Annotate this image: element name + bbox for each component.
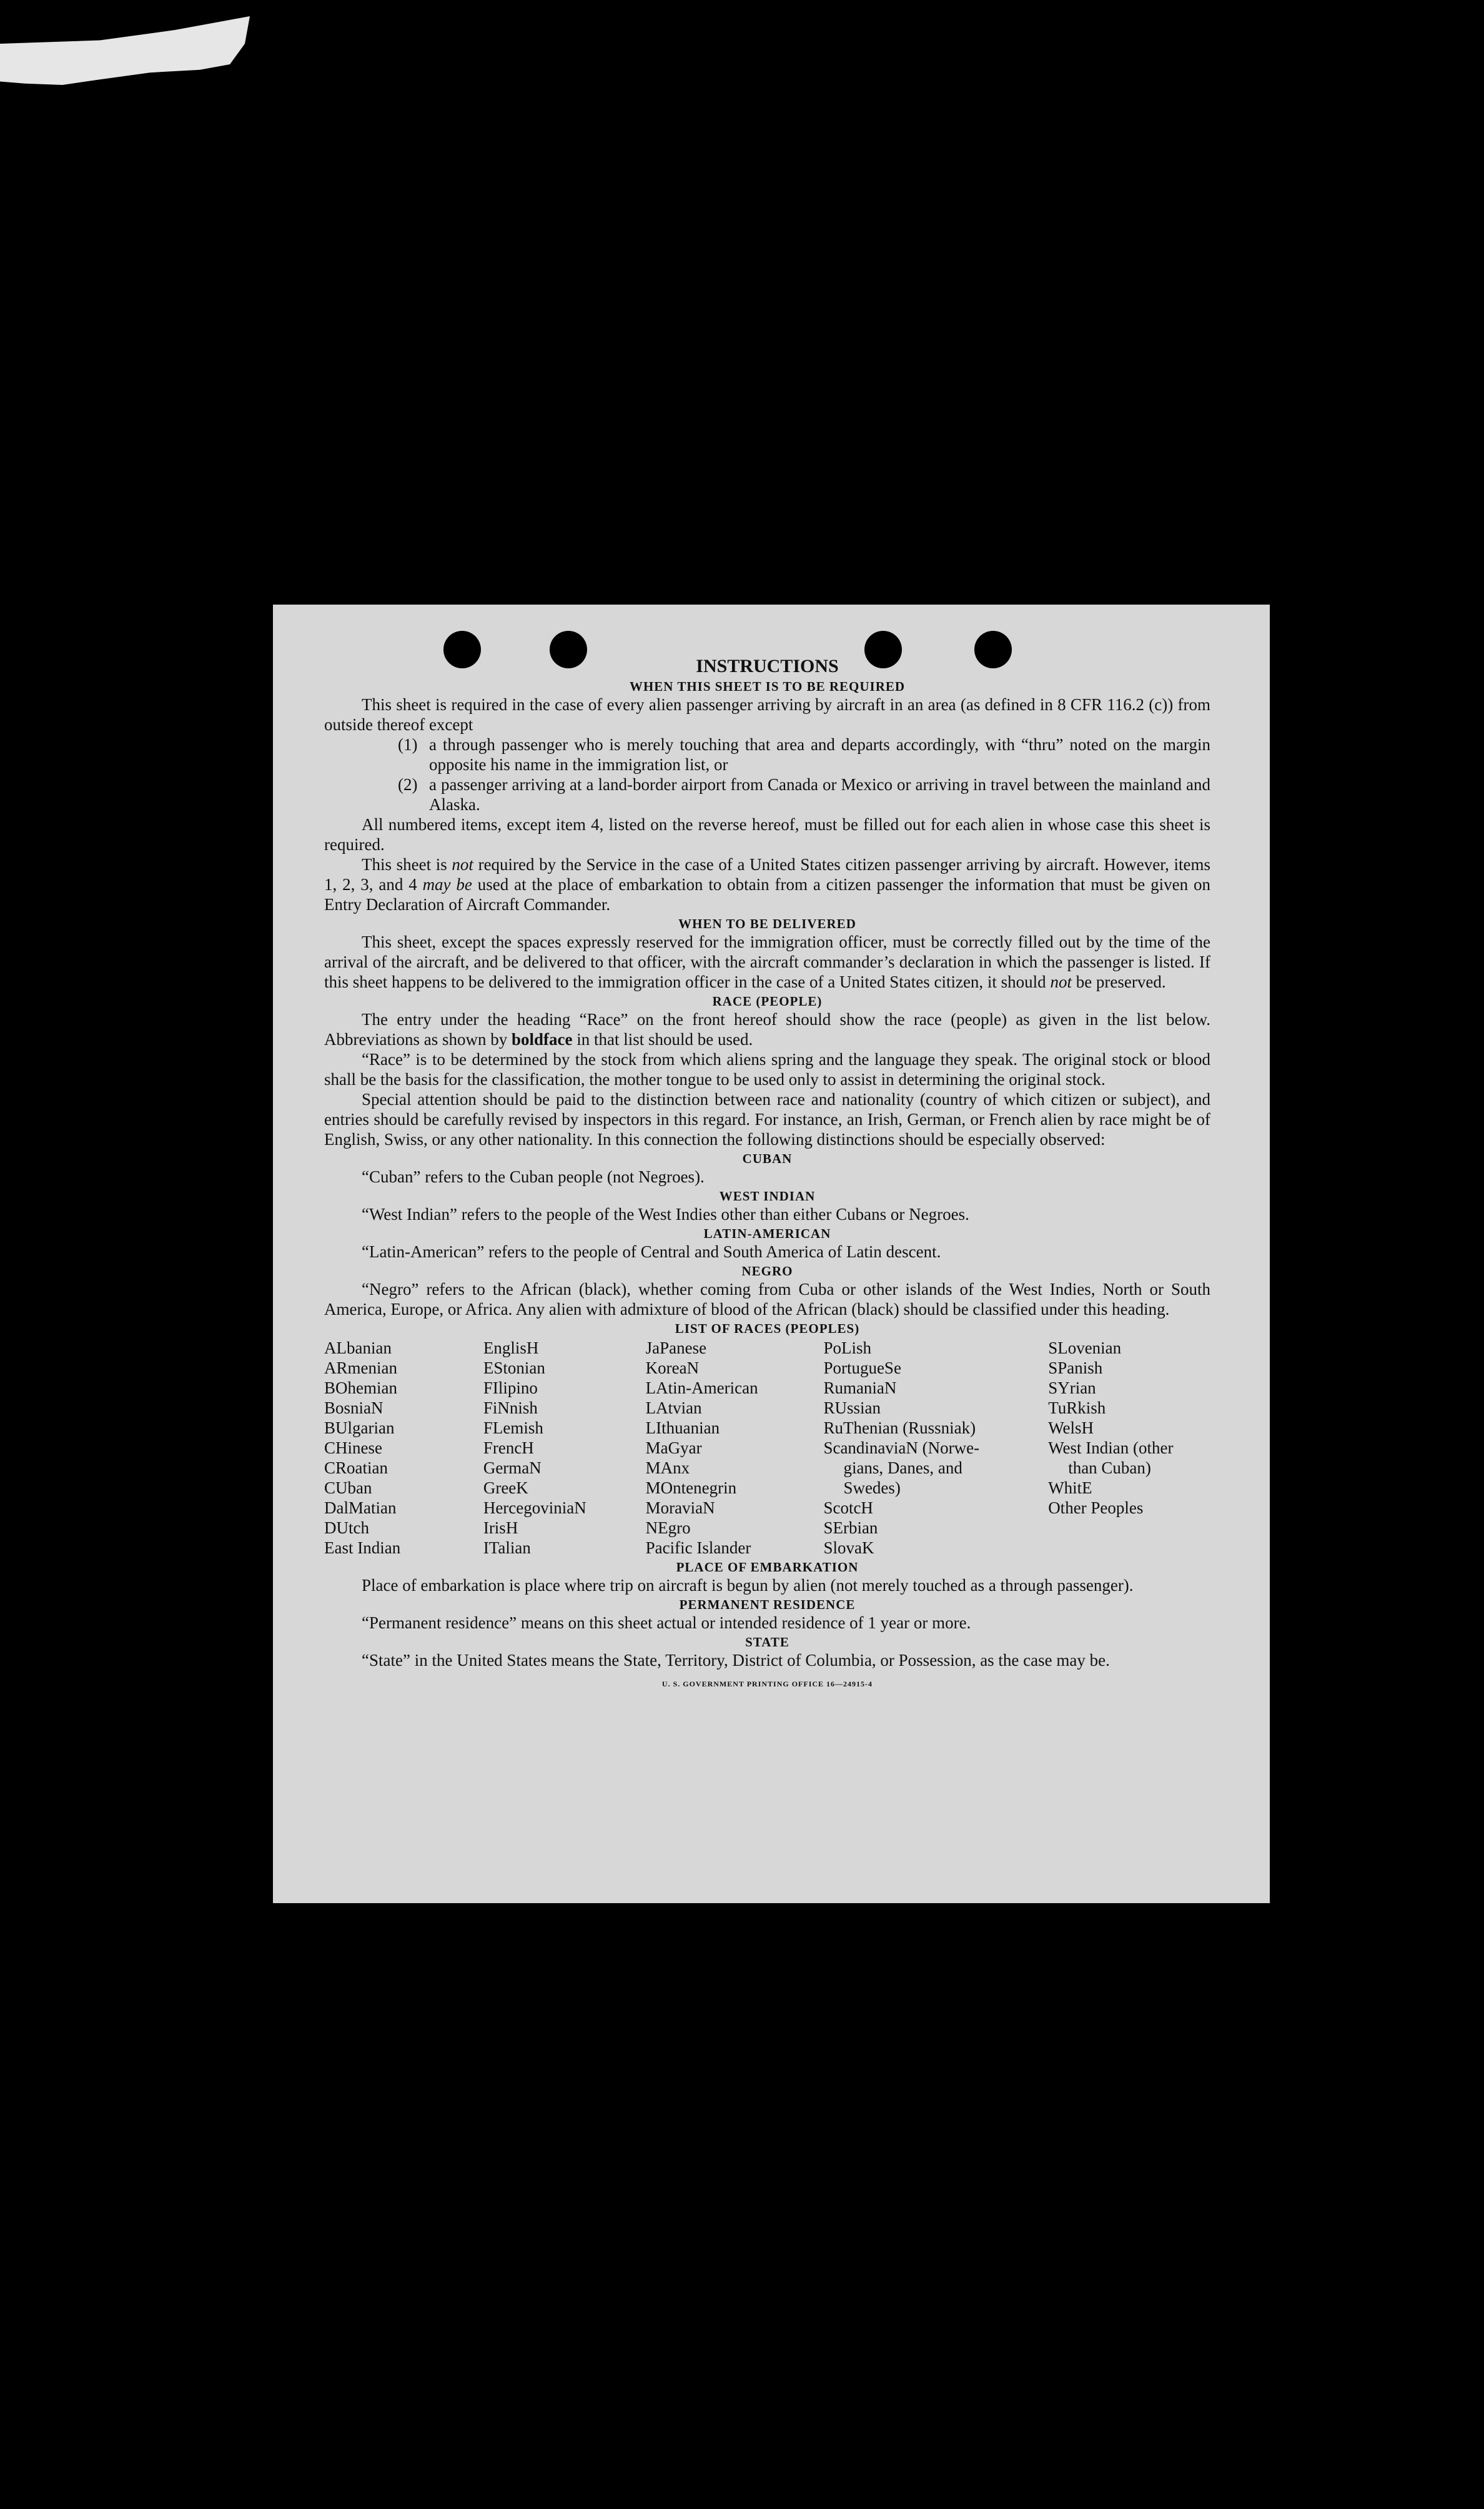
paragraph: “Negro” refers to the African (black), whether coming from Cuba or other islands of the West Indies, North or South America, Europe, or Africa. Any alien with admixture of blood of the African (black) should be classified under this heading. [324,1280,1210,1319]
races-column [1048,1338,1210,1558]
paragraph: Place of embarkation is place where trip on aircraft is begun by alien (not merely touched as a through passenger). [362,1576,1134,1595]
torn-paper-scrap [0,16,250,85]
race-entry: WelsH [1048,1418,1094,1437]
race-entry: HercegoviniaN [483,1498,586,1517]
race-entry: WhitE [1048,1478,1092,1497]
race-entry: FIlipino [483,1378,538,1397]
punch-hole [864,631,902,668]
race-entry: BosniaN [324,1398,383,1417]
item-number: (2) [398,775,418,794]
section-heading: PERMANENT RESIDENCE [679,1597,856,1612]
paragraph: Special attention should be paid to the distinction between race and nationality (country of which citizen or subject), and entries should be carefully revised by inspectors in this regard. For instance, an Irish, German, or French alien by race might be of English, Swiss, or any other nationality. In this connection the following distinctions should be especially observed: [324,1090,1210,1149]
race-entry: LIthuanian [645,1418,720,1437]
item-number: (1) [398,735,418,754]
race-entry: EStonian [483,1358,545,1377]
race-entry: TuRkish [1048,1398,1106,1417]
section-heading: WHEN TO BE DELIVERED [678,916,856,931]
instruction-sheet [273,605,1270,1903]
races-column [324,1338,483,1558]
punch-hole [550,631,587,668]
race-entry: gians, Danes, and [843,1458,962,1477]
section-heading: PLACE OF EMBARKATION [676,1560,859,1575]
paragraph: “Race” is to be determined by the stock from which aliens spring and the language they speak. The original stock or blood shall be the basis for the classification, the mother tongue to be used only to assist in determining the original stock. [324,1050,1210,1089]
list-item [398,735,1210,774]
subsection-heading: LATIN-AMERICAN [703,1226,831,1241]
race-entry: FiNnish [483,1398,538,1417]
race-entry: MaGyar [645,1438,702,1457]
paragraph: “Latin-American” refers to the people of Central and South America of Latin descent. [362,1242,941,1261]
race-entry: than Cuban) [1068,1458,1151,1477]
race-entry: ScotcH [823,1498,873,1517]
paragraph: “West Indian” refers to the people of the West Indies other than either Cubans or Negroes. [362,1205,969,1224]
paragraph: “State” in the United States means the State, Territory, District of Columbia, or Possession, as the case may be. [362,1651,1110,1670]
punch-hole [443,631,481,668]
race-entry: SPanish [1048,1358,1103,1377]
item-text: a through passenger who is merely touching that area and departs accordingly, with “thru” noted on the margin opposite his name in the immigration list, or [429,735,1210,774]
races-column [483,1338,646,1558]
races-column [823,1338,1048,1558]
paragraph: All numbered items, except item 4, listed on the reverse hereof, must be filled out for each alien in whose case this sheet is required. [324,815,1210,854]
paragraph: This sheet, except the spaces expressly reserved for the immigration officer, must be correctly filled out by the time of the arrival of the aircraft, and be delivered to that officer, with the aircraft commander’s declaration in which the passenger is listed. If this sheet happens to be delivered to the immigration officer in the case of a United States citizen, it should not be preserved. [324,933,1210,991]
race-entry: CHinese [324,1438,382,1457]
race-entry: FrencH [483,1438,534,1457]
race-entry: MoraviaN [645,1498,715,1517]
list-item [398,774,1210,814]
races-list [324,1338,1210,1558]
section-heading: RACE (PEOPLE) [712,994,823,1009]
section-heading: LIST OF RACES (PEOPLES) [675,1321,860,1336]
race-entry: PortugueSe [823,1358,901,1377]
race-entry: FLemish [483,1418,543,1437]
race-entry: Pacific Islander [645,1538,751,1557]
race-entry: GreeK [483,1478,528,1497]
race-entry: West Indian (other [1048,1438,1174,1457]
race-entry: NEgro [645,1518,691,1537]
race-entry: RumaniaN [823,1378,897,1397]
race-entry: MOntenegrin [645,1478,737,1497]
subsection-heading: WEST INDIAN [719,1189,816,1204]
race-entry: MAnx [645,1458,690,1477]
paragraph: The entry under the heading “Race” on the front hereof should show the race (people) as given in the list below. Abbreviations as shown by boldface in that list should be used. [324,1010,1210,1049]
race-entry: Other Peoples [1048,1498,1144,1517]
section-heading: WHEN THIS SHEET IS TO BE REQUIRED [629,679,906,694]
item-text: a passenger arriving at a land-border airport from Canada or Mexico or arriving in travel between the mainland and Alaska. [429,775,1210,814]
subsection-heading: NEGRO [741,1264,793,1279]
race-entry: SErbian [823,1518,878,1537]
race-entry: SlovaK [823,1538,874,1557]
race-entry: CUban [324,1478,372,1497]
race-entry: East Indian [324,1538,401,1557]
section-heading: STATE [745,1635,789,1650]
race-entry: LAtvian [645,1398,702,1417]
race-entry: PoLish [823,1339,871,1357]
race-entry: Swedes) [843,1478,901,1497]
race-entry: JaPanese [645,1339,707,1357]
paragraph: “Cuban” refers to the Cuban people (not Negroes). [362,1167,705,1186]
race-entry: SLovenian [1048,1339,1122,1357]
paragraph: “Permanent residence” means on this sheet actual or intended residence of 1 year or more. [362,1613,971,1632]
race-entry: RUssian [823,1398,881,1417]
subsection-heading: CUBAN [742,1151,793,1166]
race-entry: BOhemian [324,1378,397,1397]
paragraph: This sheet is required in the case of every alien passenger arriving by aircraft in an area (as defined in 8 CFR 116.2 (c)) from outside thereof except [324,695,1210,734]
race-entry: KoreaN [645,1358,700,1377]
page-title: INSTRUCTIONS [696,656,839,676]
punch-hole [974,631,1012,668]
race-entry: SYrian [1048,1378,1096,1397]
paragraph: This sheet is not required by the Service in the case of a United States citizen passenger arriving by aircraft. However, items 1, 2, 3, and 4 may be used at the place of embarkation to obtain from a citizen passenger the information that must be given on Entry Declaration of Aircraft Commander. [324,855,1211,914]
race-entry: ScandinaviaN (Norwe- [823,1438,980,1457]
race-entry: DalMatian [324,1498,397,1517]
races-column [646,1338,824,1558]
race-entry: ARmenian [324,1358,397,1377]
race-entry: CRoatian [324,1458,388,1477]
race-entry: IrisH [483,1518,518,1537]
race-entry: RuThenian (Russniak) [823,1418,976,1437]
race-entry: EnglisH [483,1339,539,1357]
race-entry: ITalian [483,1538,531,1557]
race-entry: ALbanian [324,1339,392,1357]
race-entry: BUlgarian [324,1418,395,1437]
printer-imprint: U. S. GOVERNMENT PRINTING OFFICE 16—24915-4 [661,1680,873,1688]
race-entry: DUtch [324,1518,369,1537]
race-entry: GermaN [483,1458,542,1477]
race-entry: LAtin-American [645,1378,758,1397]
